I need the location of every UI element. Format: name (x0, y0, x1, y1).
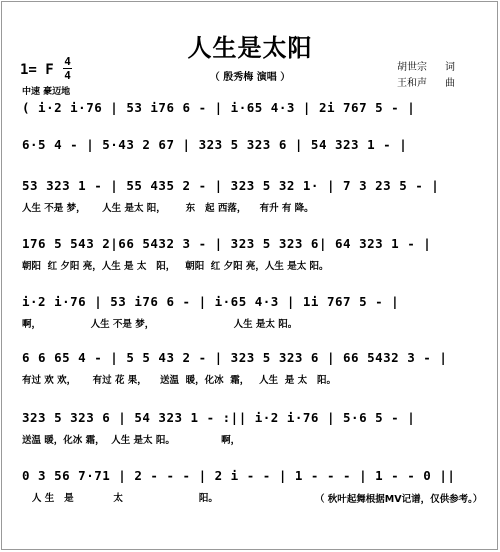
lyricist-credit (397, 58, 455, 73)
lyrics: 人生 不是 梦， 人生 是太 阳， 东 起 西落， 有升 有 降。 (22, 203, 314, 214)
notation: 6·5 4 - | 5·43 2 67 | 323 5 323 6 | 54 323 1 - | (22, 137, 408, 152)
composer-name: 王和声 (397, 78, 427, 89)
time-signature-bottom: 4 (64, 69, 71, 82)
composer-credit (397, 74, 455, 89)
notation: 0 3 56 7·71 | 2 - - - | 2 i - - | 1 - - - | 1 - - 0 || (22, 468, 456, 483)
notation: 176 5 543 2|66 5432 3 - | 323 5 323 6| 64 323 1 - | (22, 236, 432, 251)
notation: 323 5 323 6 | 54 323 1 - :|| i·2 i·76 | 5·6 5 - | (22, 410, 416, 425)
lyricist-name: 胡世宗 (397, 62, 427, 73)
time-signature (63, 56, 72, 81)
lyrics: 人 生 是 太 阳。 (22, 493, 218, 504)
lyrics: 朝阳 红 夕阳 亮，人生 是 太 阳， 朝阳 红 夕阳 亮，人生 是太 阳。 (22, 261, 329, 272)
notation: 53 323 1 - | 55 435 2 - | 323 5 32 1· | 7 3 23 5 - | (22, 178, 440, 193)
singer-credit: （ 殷秀梅 演唱 ） (209, 72, 291, 83)
composer-role: 曲 (445, 78, 455, 89)
key-signature: 1= F (20, 62, 54, 78)
song-title: 人生是太阳 (187, 33, 313, 62)
transcription-note: （ 秋叶起舞根据MV记谱，仅供参考。） (315, 494, 483, 505)
notation: i·2 i·76 | 53 i76 6 - | i·65 4·3 | 1i 767 5 - | (22, 294, 400, 309)
notation: 6 6 65 4 - | 5 5 43 2 - | 323 5 323 6 | 66 5432 3 - | (22, 350, 448, 365)
notation: ( i·2 i·76 | 53 i76 6 - | i·65 4·3 | 2i 767 5 - | (22, 100, 416, 115)
lyrics: 送温 暖，化冰 霜， 人生 是太 阳。 啊， (22, 435, 241, 446)
lyricist-role: 词 (445, 62, 455, 73)
lyrics: 有过 欢 欢， 有过 花 果， 送温 暖，化冰 霜， 人生 是 太 阳。 (22, 375, 336, 386)
time-signature-top: 4 (64, 55, 71, 68)
lyrics: 啊， 人生 不是 梦， 人生 是太 阳。 (22, 319, 298, 330)
tempo-marking: 中速 豪迈地 (22, 87, 71, 97)
